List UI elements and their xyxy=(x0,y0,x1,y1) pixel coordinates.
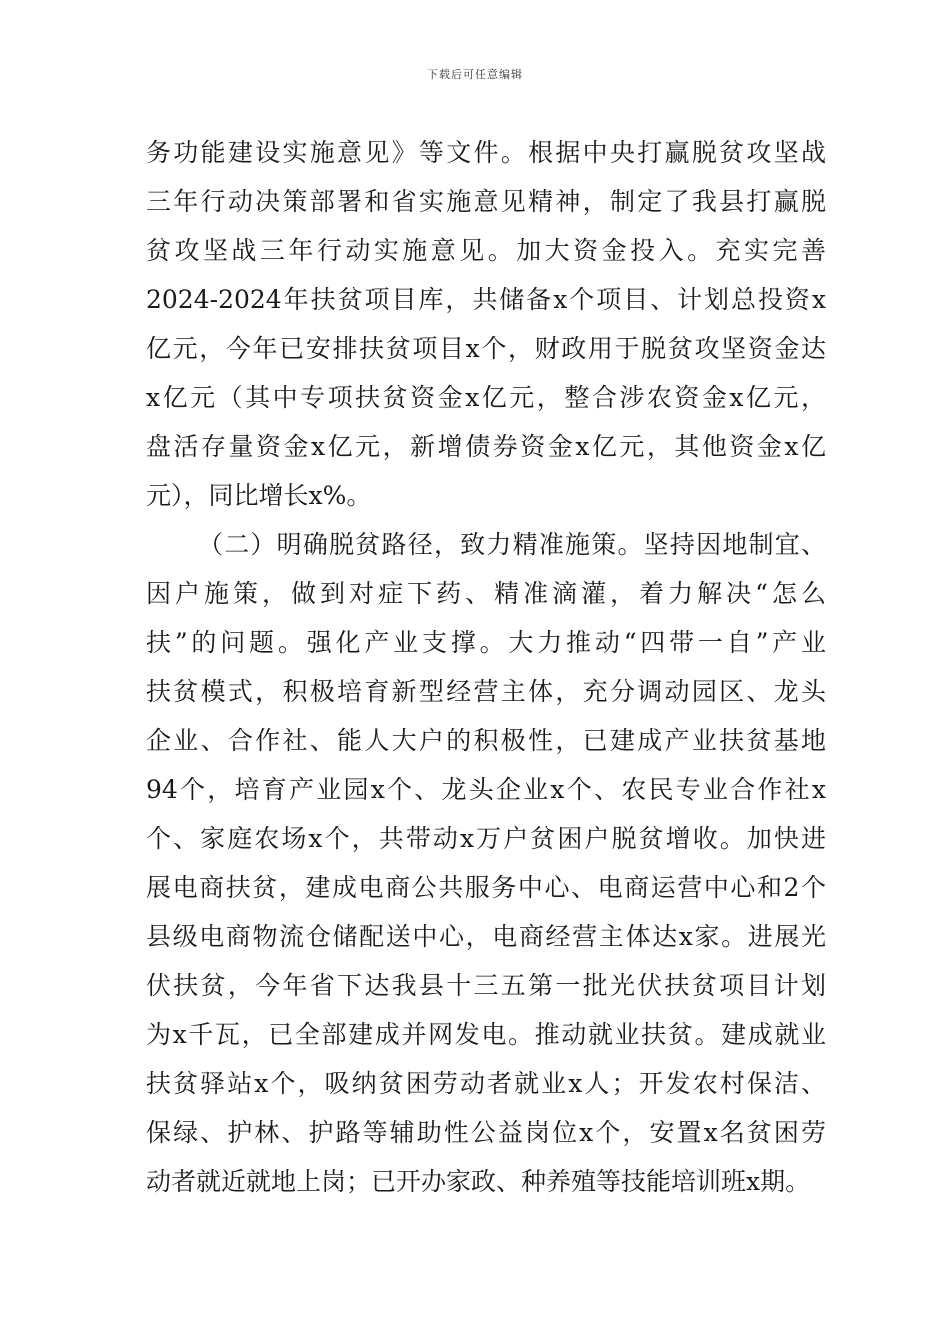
text-line: 保绿、护林、护路等辅助性公益岗位x个，安置x名贫困劳 xyxy=(146,1118,826,1147)
text-line: 展电商扶贫，建成电商公共服务中心、电商运营中心和2个 xyxy=(146,873,826,902)
page-header: 下载后可任意编辑 xyxy=(427,68,523,81)
paragraph-1 xyxy=(146,128,826,520)
text-line: 2024-2024年扶贫项目库，共储备x个项目、计划总投资x xyxy=(146,285,826,314)
text-line: 为x千瓦，已全部建成并网发电。推动就业扶贫。建成就业 xyxy=(146,1020,826,1049)
text-line: 因户施策，做到对症下药、精准滴灌，着力解决“怎么 xyxy=(146,579,826,608)
text-line: 扶贫驿站x个，吸纳贫困劳动者就业x人；开发农村保洁、 xyxy=(146,1069,826,1098)
text-line: 盘活存量资金x亿元，新增债券资金x亿元，其他资金x亿 xyxy=(146,432,826,461)
text-line: 贫攻坚战三年行动实施意见。加大资金投入。充实完善 xyxy=(146,236,826,265)
text-line: 县级电商物流仓储配送中心，电商经营主体达x家。进展光 xyxy=(146,922,826,951)
text-line: 企业、合作社、能人大户的积极性，已建成产业扶贫基地 xyxy=(146,726,826,755)
document-body xyxy=(146,128,826,1206)
text-line: 三年行动决策部署和省实施意见精神，制定了我县打赢脱 xyxy=(146,187,826,216)
text-line: 务功能建设实施意见》等文件。根据中央打赢脱贫攻坚战 xyxy=(146,138,826,167)
text-line: 元），同比增长x%。 xyxy=(146,481,372,510)
text-line: 伏扶贫，今年省下达我县十三五第一批光伏扶贫项目计划 xyxy=(146,971,826,1000)
text-line: x亿元（其中专项扶贫资金x亿元，整合涉农资金x亿元， xyxy=(146,383,826,412)
text-line: 动者就近就地上岗；已开办家政、种养殖等技能培训班x期。 xyxy=(146,1167,811,1196)
text-line: 亿元，今年已安排扶贫项目x个，财政用于脱贫攻坚资金达 xyxy=(146,334,826,363)
text-line: 个、家庭农场x个，共带动x万户贫困户脱贫增收。加快进 xyxy=(146,824,826,853)
text-line: 94个，培育产业园x个、龙头企业x个、农民专业合作社x xyxy=(146,775,826,804)
text-line: （二）明确脱贫路径，致力精准施策。坚持因地制宜、 xyxy=(198,530,826,559)
paragraph-2 xyxy=(146,520,826,1206)
text-line: 扶”的问题。强化产业支撑。大力推动“四带一自”产业 xyxy=(146,628,826,657)
text-line: 扶贫模式，积极培育新型经营主体，充分调动园区、龙头 xyxy=(146,677,826,706)
